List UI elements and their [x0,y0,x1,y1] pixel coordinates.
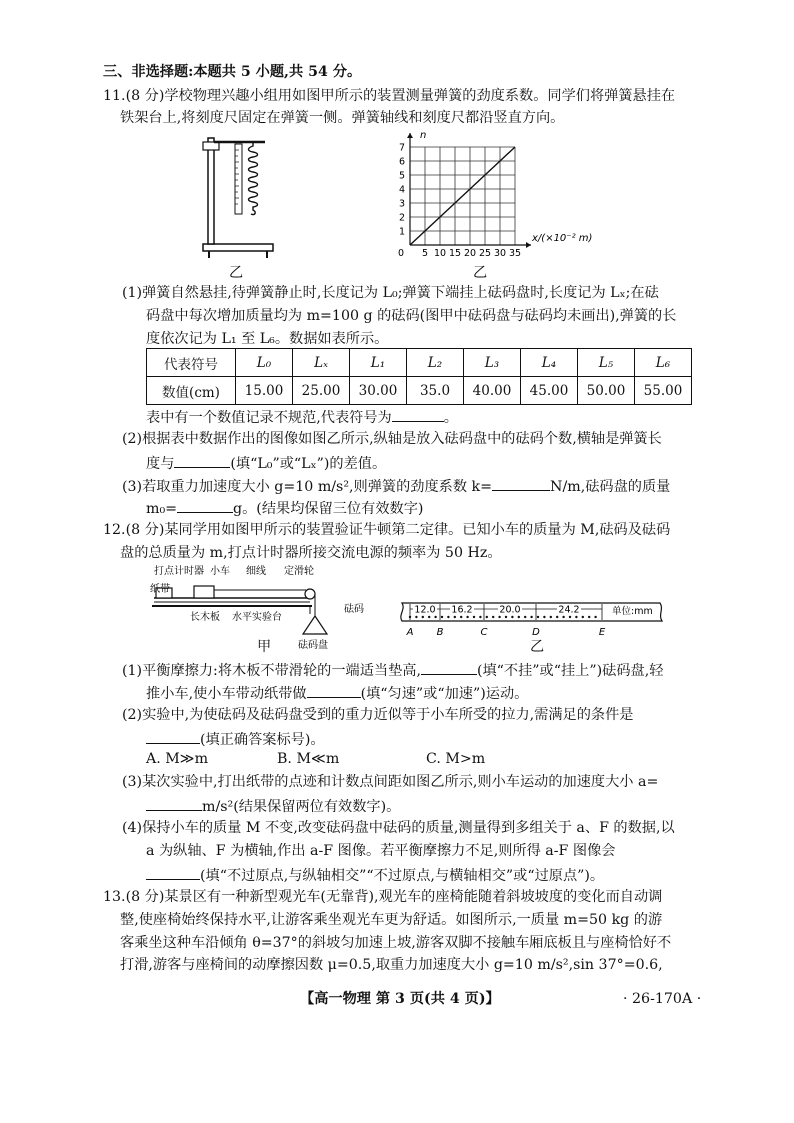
table-header-cell: 代表符号 [147,349,236,377]
q13-stem-line4: 打滑,游客与座椅间的动摩擦因数 μ=0.5,取重力加速度大小 g=10 m/s²,sin 37°=0.6, [120,957,663,973]
table-cell: 15.00 [236,377,293,405]
chart-x-tick-label: 0 [397,248,405,259]
q13-stem-line3: 客乘坐这种车沿倾角 θ=37°的斜坡匀加速上坡,游客双脚不接触车厢底板且与座椅恰好不 [120,935,672,951]
table-row [147,377,692,405]
q12-part3-line1: (3)某次实验中,打出纸带的点迹和计数点间距如图乙所示,则小车运动的加速度大小 a= [122,774,659,790]
n-x-chart [388,128,608,278]
tape-dot [582,616,584,618]
q11-stem-line1: 11.(8 分)学校物理兴趣小组用如图甲所示的装置测量弹簧的劲度系数。同学们将弹簧悬挂在 [103,88,676,104]
tape-dot [505,616,507,618]
tape-segment-label: 20.0 [499,604,521,616]
tape-dot [569,616,571,618]
q12-option-c: C. M>m [426,751,486,767]
q11-stem-line2: 铁架台上,将刻度尺固定在弹簧一侧。弹簧轴线和刻度尺都沿竖直方向。 [120,110,565,126]
chart-x-tick-label: 30 [493,248,507,259]
tape-dot [473,616,475,618]
q12-fig-yi-caption: 乙 [530,639,545,655]
table-cell: 50.00 [578,377,635,405]
answer-blank[interactable] [146,795,202,811]
table-cell: 40.00 [464,377,521,405]
q13-stem-line2: 整,使座椅始终保持水平,让游客乘坐观光车更为舒适。如图所示,一质量 m=50 kg 的游 [120,912,663,928]
answer-blank[interactable] [392,406,444,422]
q12-part1-line1: (1)平衡摩擦力:将木板不带滑轮的一端适当垫高, (填“不挂”或“挂上”)砝码盘,轻 [122,659,663,681]
footer-center: 【高一物理 第 3 页(共 4 页)】 [300,991,500,1007]
board-label: 长木板 [190,612,220,623]
table-header-cell: L₂ [407,349,464,377]
tape-dot [492,616,494,618]
tape-point-label: C [480,627,488,638]
chart-x-tick-label: 20 [463,248,477,259]
tape-dot [460,616,462,618]
chart-y-arrow [407,133,413,138]
tape-dot [447,616,449,618]
tape-unit: 单位:mm [612,606,653,617]
table-header-cell: L₆ [635,349,692,377]
table-cell: 数值(cm) [147,377,236,405]
table-cell: 55.00 [635,377,692,405]
tape-dot [415,616,417,618]
chart-x-tick-label: 5 [421,248,429,259]
chart-x-tick-label: 25 [478,248,492,259]
answer-blank[interactable] [174,452,230,468]
tape-dot [479,616,481,618]
tape-dot [562,616,564,618]
car-block [194,586,214,598]
fig-yi-caption: 乙 [473,265,488,281]
tape-dot [441,616,443,618]
tape-point-label: A [406,627,414,638]
table-header-cell: Lₓ [293,349,350,377]
string-label: 细线 [246,566,266,577]
table-header-cell: L₀ [236,349,293,377]
footer-code: · 26-170A · [623,991,702,1007]
chart-x-tick-label: 10 [433,248,447,259]
chart-x-arrow [526,242,531,248]
answer-blank[interactable] [307,682,361,698]
answer-blank[interactable] [146,864,200,880]
q11-part1-line1: (1)弹簧自然悬挂,待弹簧静止时,长度记为 L₀;弹簧下端挂上砝码盘时,长度记为 Lₓ;在砝 [122,285,659,301]
section-header: 三、非选择题:本题共 5 小题,共 54 分。 [103,64,362,80]
table-header-cell: L₄ [521,349,578,377]
tape-dot [454,616,456,618]
chart-xlabel: x/(×10⁻² m) [532,233,593,244]
car-label: 小车 [210,566,230,577]
tape-dot [422,616,424,618]
q11-after-table: 表中有一个数值记录不规范,代表符号为 。 [146,406,458,428]
answer-blank[interactable] [177,497,233,513]
answer-blank[interactable] [146,728,200,744]
q13-stem-line1: 13.(8 分)某景区有一种新型观光车(无靠背),观光车的座椅能随着斜坡坡度的变化而自动调 [103,889,663,905]
tape-dot [511,616,513,618]
table-cell: 30.00 [350,377,407,405]
q12-part2-line2: (填正确答案标号)。 [146,728,325,750]
q11-part3-line2: m₀= g。(结果均保留三位有效数字) [146,497,423,519]
paper-tape-figure [398,595,666,639]
q11-part1-line3: 度依次记为 L₁ 至 L₆。数据如表所示。 [146,331,389,347]
table-cell: 25.00 [293,377,350,405]
pulley-icon [305,589,315,599]
chart-y-tick-label: 1 [398,226,406,238]
tape-dot [486,616,488,618]
q12-part3-line2: m/s²(结果保留两位有效数字)。 [146,795,400,817]
chart-ylabel: n [420,130,427,141]
q12-part4-line1: (4)保持小车的质量 M 不变,改变砝码盘中砝码的质量,测量得到多组关于 a、F 的数据,以 [122,820,675,836]
tape-segment-label: 16.2 [451,604,473,616]
spring-length-table [146,348,692,405]
table-label: 水平实验台 [232,612,282,623]
chart-y-tick-label: 6 [398,156,406,168]
q12-option-b: B. M≪m [277,751,340,767]
tape-dot [434,616,436,618]
tape-point-label: B [436,627,444,638]
table-header-cell: L₃ [464,349,521,377]
tape-point-label: E [598,627,606,638]
tape-dot [518,616,520,618]
q11-part2-line2: 度与 (填“L₀”或“Lₓ”)的差值。 [146,452,386,474]
pulley-label: 定滑轮 [284,566,314,577]
q12-part1-line2: 推小车,使小车带动纸带做 (填“匀速”或“加速”)运动。 [146,682,528,704]
chart-y-tick-label: 2 [398,212,406,224]
q12-stem-line2: 盘的总质量为 m,打点计时器所接交流电源的频率为 50 Hz。 [120,545,502,561]
q12-part2-line1: (2)实验中,为使砝码及砝码盘受到的重力近似等于小车所受的拉力,需满足的条件是 [122,707,634,723]
q12-option-a: A. M≫m [146,751,209,767]
tape-segment-label: 24.2 [558,604,580,616]
spring-stand-figure [195,128,295,274]
chart-x-tick-label: 15 [448,248,462,259]
table-cell: 45.00 [521,377,578,405]
tape-dot [524,616,526,618]
q12-fig-jia-caption: 甲 [257,639,272,655]
answer-blank[interactable] [421,659,477,675]
tape-dot [556,616,558,618]
table-header-row [147,349,692,377]
spring [249,142,258,215]
chart-series-line [410,147,515,245]
timer-label: 打点计时器 [154,566,204,577]
answer-blank[interactable] [492,475,550,491]
tape-segment-label: 12.0 [414,604,436,616]
tape-dot [550,616,552,618]
tape-dot [428,616,430,618]
chart-y-tick-label: 5 [398,170,406,182]
tape-dot [575,616,577,618]
q11-part3-line1: (3)若取重力加速度大小 g=10 m/s²,则弹簧的劲度系数 k= N/m,砝码盘的质量 [122,475,670,497]
q11-part1-line2: 码盘中每次增加质量均为 m=100 g 的砝码(图甲中砝码盘与砝码均未画出),弹簧的长 [146,308,677,324]
q12-stem-line1: 12.(8 分)某同学用如图甲所示的装置验证牛顿第二定律。已知小车的质量为 M,砝码及砝码 [103,522,671,538]
table-cell: 35.0 [407,377,464,405]
ruler [235,144,242,214]
fig-jia-caption: 乙 [229,265,244,281]
q12-part4-line3: (填“不过原点,与纵轴相交”“不过原点,与横轴相交”或“过原点”)。 [146,864,604,886]
tape-label: 纸带 [150,584,170,595]
stand-base [203,244,273,251]
chart-x-tick-label: 35 [508,248,522,259]
tape-dot [588,616,590,618]
tape-dot [537,616,539,618]
stand-rod [208,138,214,244]
chart-y-tick-label: 4 [398,184,406,196]
q12-part4-line2: a 为纵轴、F 为横轴,作出 a-F 图像。若平衡摩擦力不足,则所得 a-F 图像会 [146,843,616,859]
chart-y-tick-label: 3 [398,198,406,210]
tape-dot [498,616,500,618]
tape-dot [594,616,596,618]
tape-dot [543,616,545,618]
weight-pan-icon [303,616,327,634]
table-header-cell: L₁ [350,349,407,377]
tape-dot [530,616,532,618]
q11-part2-line1: (2)根据表中数据作出的图像如图乙所示,纵轴是放入砝码盘中的砝码个数,横轴是弹簧长 [122,431,662,447]
pan-label: 砝码盘 [298,640,328,651]
table-header-cell: L₅ [578,349,635,377]
chart-y-tick-label: 7 [398,142,406,154]
weight-label: 砝码 [344,604,364,615]
tape-dot [466,616,468,618]
tape-point-label: D [532,627,540,638]
